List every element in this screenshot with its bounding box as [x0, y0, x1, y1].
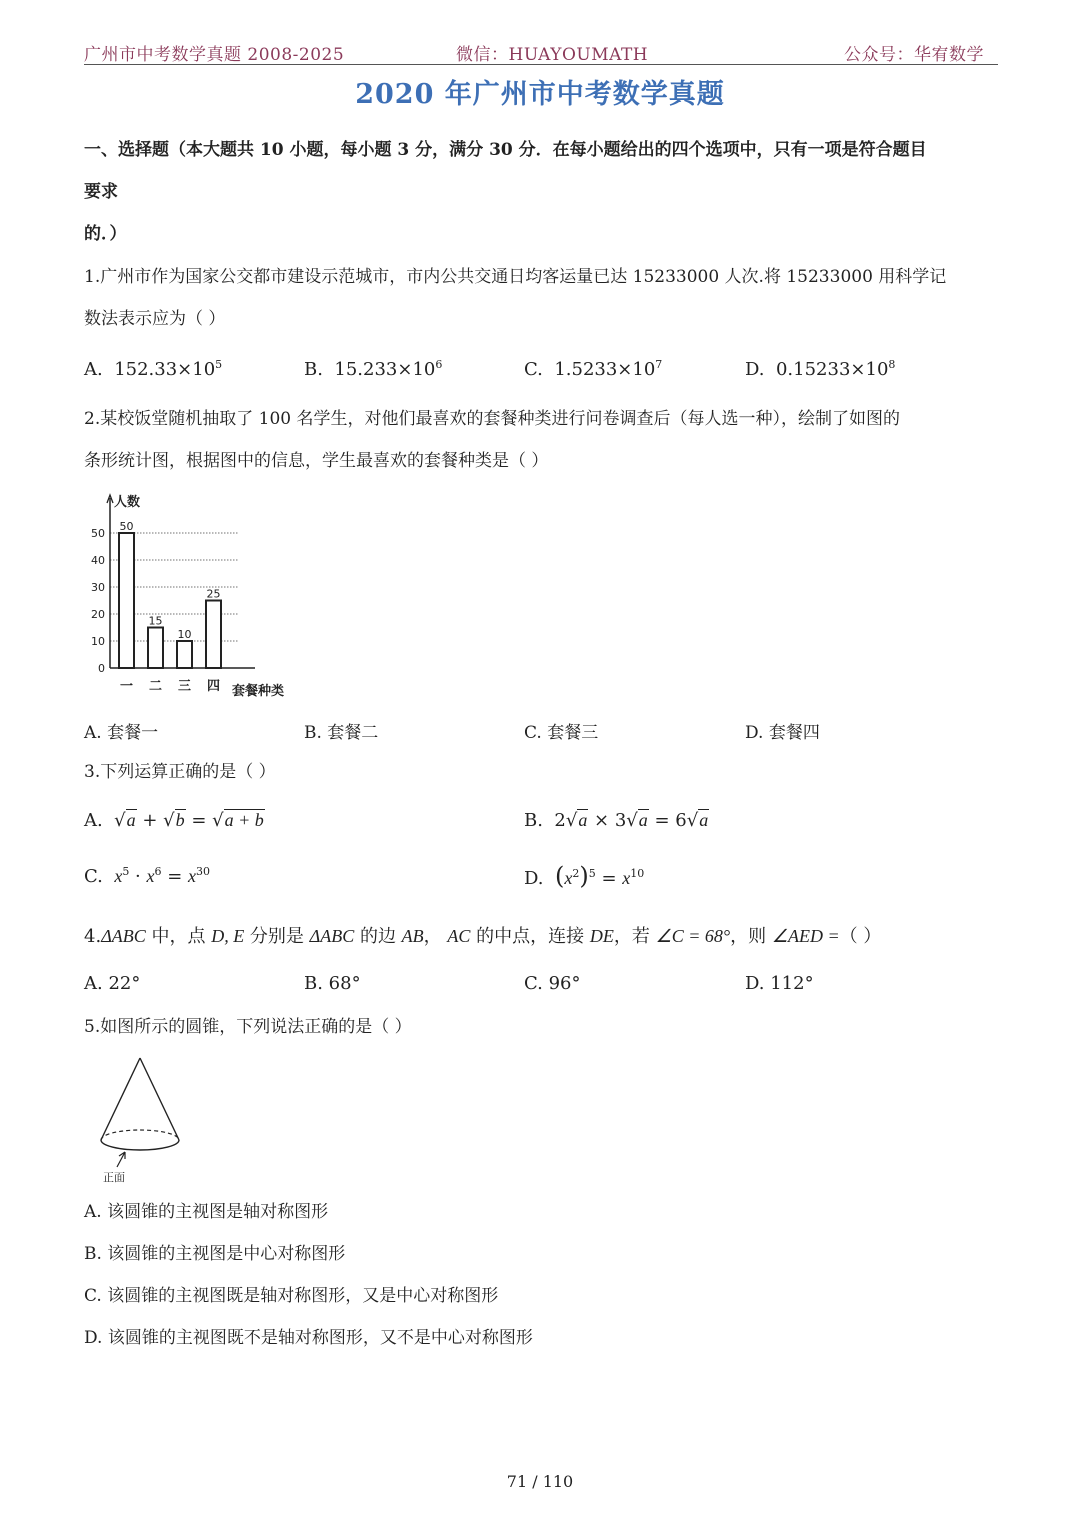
- q3-option-a: A. √a + √b = √a + b: [84, 810, 264, 831]
- q2-option-a: A. 套餐一: [84, 723, 159, 743]
- q2-option-b: B. 套餐二: [304, 723, 379, 743]
- section-heading-2: 要求: [84, 182, 118, 202]
- header-left: 广州市中考数学真题 2008-2025: [84, 45, 345, 65]
- header-center: 微信：HUAYOUMATH: [456, 45, 649, 65]
- bar-chart: [84, 490, 314, 705]
- x-tick-label: 二: [148, 679, 163, 694]
- x-axis-label: 套餐种类: [232, 684, 285, 699]
- q4-option-a: A. 22°: [84, 973, 141, 994]
- bar-value-label: 15: [148, 614, 163, 628]
- q2-stem-1: 2.某校饭堂随机抽取了 100 名学生，对他们最喜欢的套餐种类进行问卷调查后（每人选一种），绘制了如图的: [84, 409, 900, 429]
- q3-stem: 3.下列运算正确的是（ ）: [84, 762, 276, 782]
- q4-option-b: B. 68°: [304, 973, 361, 994]
- q5-stem: 5.如图所示的圆锥，下列说法正确的是（ ）: [84, 1017, 412, 1037]
- y-tick-label: 40: [91, 554, 105, 567]
- y-tick-label: 10: [91, 635, 105, 648]
- q1-stem-2: 数法表示应为（ ）: [84, 309, 226, 329]
- q1-option-c: C. $1.5233\times 10^7$: [524, 358, 663, 380]
- bar: [148, 628, 163, 669]
- bar: [177, 641, 192, 668]
- y-tick-label: 30: [91, 581, 105, 594]
- bar-value-label: 50: [119, 520, 134, 533]
- bar-value-label: 25: [206, 587, 221, 601]
- y-tick-label: 20: [91, 608, 105, 621]
- q2-option-c: C. 套餐三: [524, 723, 599, 743]
- section-heading-1: 一、选择题（本大题共 10 小题，每小题 3 分，满分 30 分．在每小题给出的四个选项中，只有一项是符合题目: [84, 140, 927, 160]
- bar: [206, 601, 221, 669]
- y-tick-label: 50: [91, 527, 105, 540]
- q1-option-b: B. $15.233\times 10^6$: [304, 358, 443, 380]
- q2-stem-2: 条形统计图，根据图中的信息，学生最喜欢的套餐种类是（ ）: [84, 451, 549, 471]
- q4-option-d: D. 112°: [745, 973, 814, 994]
- q5-option-c: C. 该圆锥的主视图既是轴对称图形，又是中心对称图形: [84, 1286, 499, 1306]
- page-title: 2020 年广州市中考数学真题: [355, 79, 725, 110]
- bar: [119, 533, 134, 668]
- q2-option-d: D. 套餐四: [745, 723, 820, 743]
- y-axis-label: 人数: [114, 495, 141, 510]
- page-header: [84, 38, 998, 65]
- q1-option-d: D. $0.15233\times 10^8$: [745, 358, 896, 380]
- front-label: 正面: [103, 1171, 125, 1184]
- cone-figure: [95, 1052, 195, 1187]
- page-number: 71 / 110: [506, 1472, 574, 1491]
- q4-stem: 4.ΔABC 中，点 D, E 分别是 ΔABC 的边 AB， AC 的中点，连接 DE，若 ∠C = 68°，则 ∠AED =（ ）: [84, 926, 882, 947]
- q4-option-c: C. 96°: [524, 973, 581, 994]
- header-right: 公众号：华宥数学: [844, 45, 984, 65]
- x-tick-label: 三: [177, 679, 192, 694]
- bar-value-label: 10: [177, 628, 192, 641]
- section-heading-3: 的．）: [84, 224, 127, 244]
- q3-option-b: B. 2√a × 3√a = 6√a: [524, 810, 709, 831]
- x-tick-label: 四: [206, 679, 221, 694]
- y-tick-label: 0: [98, 662, 105, 675]
- q5-option-d: D. 该圆锥的主视图既不是轴对称图形，又不是中心对称图形: [84, 1328, 533, 1348]
- q1-option-a: A. $152.33\times 10^5$: [84, 358, 223, 380]
- q3-option-c: C. $x^5 \cdot x^6 = x^{30}$: [84, 865, 211, 887]
- q1-stem-1: 1.广州市作为国家公交都市建设示范城市，市内公共交通日均客运量已达 15233000 人次.将 15233000 用科学记: [84, 267, 947, 287]
- q5-option-a: A. 该圆锥的主视图是轴对称图形: [84, 1202, 329, 1222]
- q3-option-d: D. $(x^2)^5 = x^{10}$: [524, 862, 645, 890]
- x-tick-label: 一: [119, 679, 134, 694]
- q5-option-b: B. 该圆锥的主视图是中心对称图形: [84, 1244, 346, 1264]
